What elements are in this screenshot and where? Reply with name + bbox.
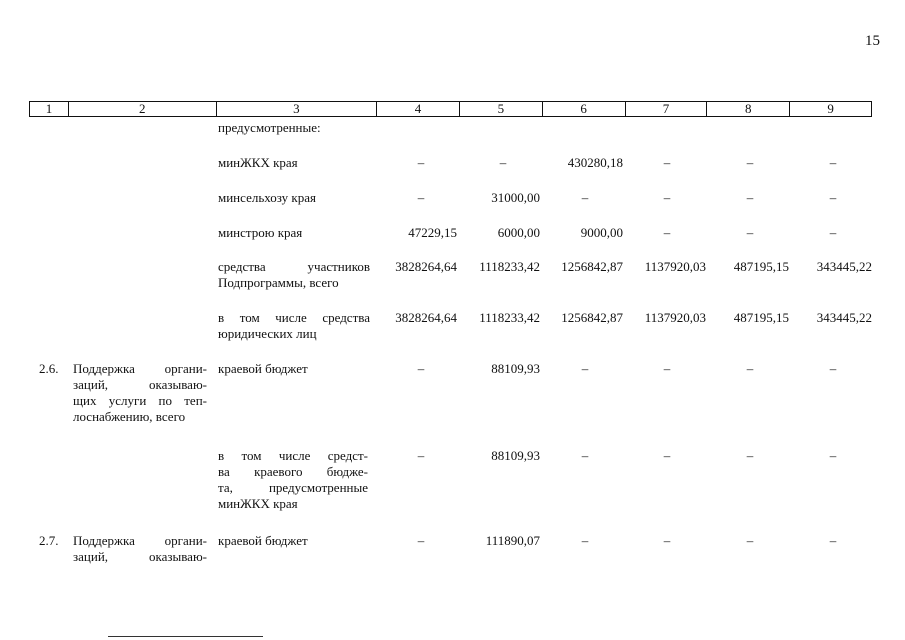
row8-col3-line3: та, предусмотренные [218,480,368,495]
row2-col9: – [829,155,837,170]
row7-col5: 88109,93 [491,361,540,376]
row1-col3: предусмотренные: [218,120,321,135]
row8-col3-line2: ва краевого бюдже- [218,464,368,479]
row8-col5: 88109,93 [491,448,540,463]
row9-col6: – [581,533,589,548]
row4-col9: – [829,225,837,240]
row6-col3-line2: юридических лиц [218,326,317,341]
row5-col8: 487195,15 [733,259,789,274]
header-col-9: 9 [827,101,834,116]
row7-col2-line4: лоснабжению, всего [73,409,186,424]
header-col-7: 7 [626,102,708,116]
row5-col6: 1256842,87 [561,259,623,274]
row4-col3: минстрою края [218,225,303,240]
row6-col3-line1: в том числе средства [218,310,370,325]
row8-col3-line1: в том числе средст- [218,448,368,463]
row7-col4: – [417,361,425,376]
row9-col5: 111890,07 [485,533,540,548]
row8-col4: – [417,448,425,463]
row8-col3-line4: минЖКХ края [218,496,298,511]
table-header-row [29,101,872,117]
row9-col4: – [417,533,425,548]
row2-col4: – [417,155,425,170]
row6-col8: 487195,15 [733,310,789,325]
row9-col8: – [746,533,754,548]
row8-col8: – [746,448,754,463]
row2-col6: 430280,18 [567,155,623,170]
row8-col7: – [663,448,671,463]
row5-col5: 1118233,42 [479,259,540,274]
row7-col2-line1: Поддержка органи- [73,361,207,376]
row9-col3: краевой бюджет [218,533,308,548]
row7-col8: – [746,361,754,376]
row9-col2-line2: заций, оказываю- [73,549,207,564]
row4-col8: – [746,225,754,240]
row4-col5: 6000,00 [497,225,540,240]
row3-col6: – [581,190,589,205]
footnote-separator [108,636,263,637]
page-number: 15 [865,33,880,49]
row6-col4: 3828264,64 [395,310,457,325]
row5-col4: 3828264,64 [395,259,457,274]
row4-col7: – [663,225,671,240]
row8-col6: – [581,448,589,463]
row3-col4: – [417,190,425,205]
row7-col2-line2: заций, оказываю- [73,377,207,392]
header-col-5: 5 [460,102,543,116]
header-col-6: 6 [543,102,626,116]
row9-col2-line1: Поддержка органи- [73,533,207,548]
header-col-3: 3 [217,102,378,116]
row5-col3-line1: средства участников [218,259,370,274]
header-col-4: 4 [377,102,460,116]
row5-col7: 1137920,03 [644,259,706,274]
row6-col9: 343445,22 [816,310,872,325]
header-col-1: 1 [30,102,69,116]
row2-col8: – [746,155,754,170]
row7-col9: – [829,361,837,376]
row7-col7: – [663,361,671,376]
row4-col6: 9000,00 [580,225,623,240]
header-col-8: 8 [707,102,790,116]
row7-col2-line3: щих услуги по теп- [73,393,207,408]
row9-col7: – [663,533,671,548]
row3-col7: – [663,190,671,205]
row6-col7: 1137920,03 [644,310,706,325]
header-col-2: 2 [69,102,217,116]
row5-col9: 343445,22 [816,259,872,274]
row9-col1: 2.7. [39,533,59,548]
row2-col3: минЖКХ края [218,155,298,170]
row3-col3: минсельхозу края [218,190,316,205]
row6-col6: 1256842,87 [561,310,623,325]
row8-col9: – [829,448,837,463]
row7-col6: – [581,361,589,376]
row4-col4: 47229,15 [408,225,457,240]
row2-col5: – [499,155,507,170]
row3-col5: 31000,00 [491,190,540,205]
row3-col8: – [746,190,754,205]
row6-col5: 1118233,42 [479,310,540,325]
row7-col1: 2.6. [39,361,59,376]
row7-col3: краевой бюджет [218,361,308,376]
row5-col3-line2: Подпрограммы, всего [218,275,339,290]
row9-col9: – [829,533,837,548]
row3-col9: – [829,190,837,205]
row2-col7: – [663,155,671,170]
